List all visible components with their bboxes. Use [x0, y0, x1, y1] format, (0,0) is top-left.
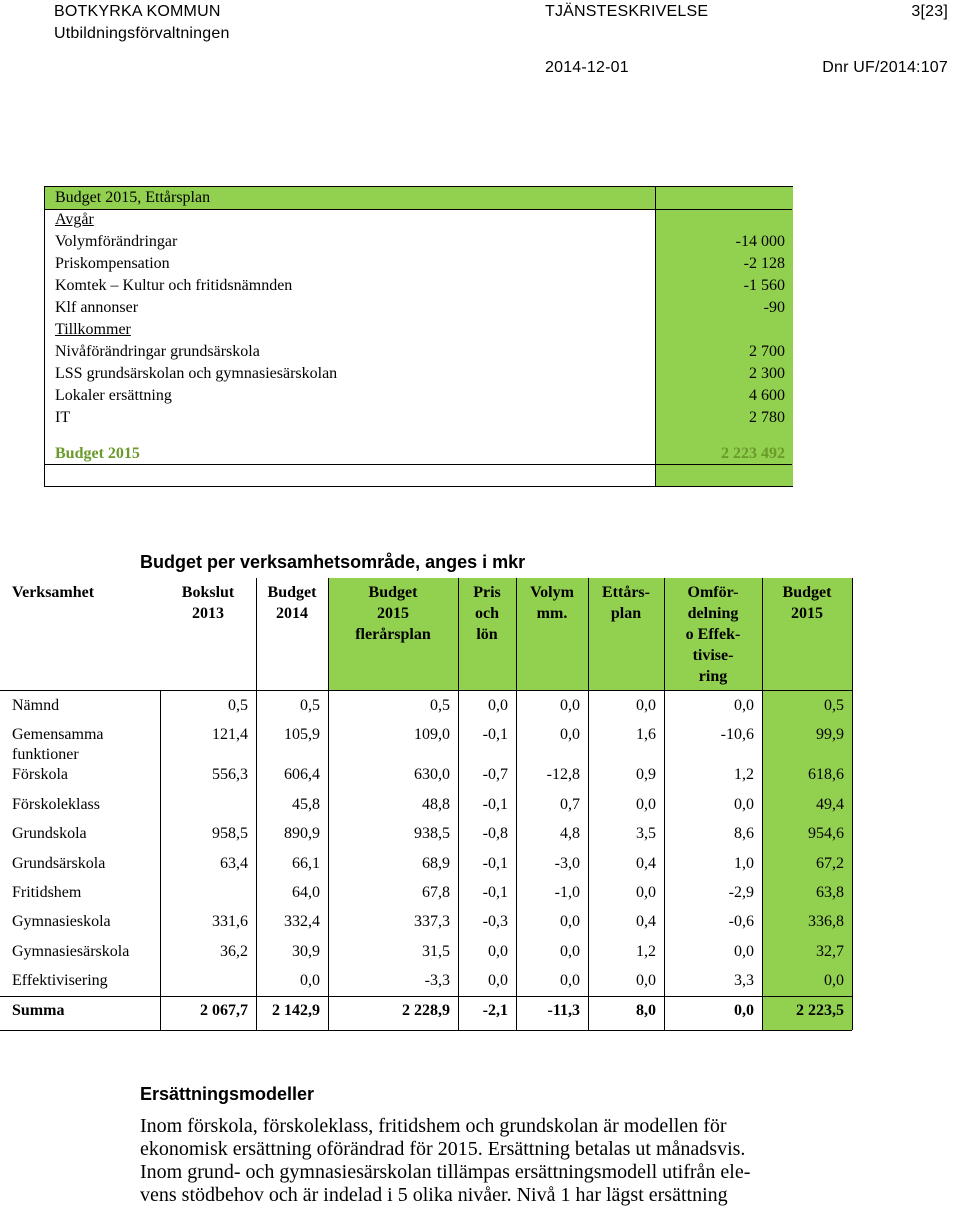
table-cell: 890,9 — [284, 825, 320, 843]
dnr: Dnr UF/2014:107 — [822, 59, 948, 76]
column-header-line: Budget — [782, 584, 832, 601]
table-cell: 1,6 — [636, 726, 656, 744]
row-name — [12, 795, 100, 815]
table-cell: 105,9 — [284, 726, 320, 744]
table-cell: -0,1 — [482, 795, 508, 813]
area-budget-table — [0, 578, 960, 1030]
budget-box-label: Budget 2015 — [55, 445, 140, 462]
table-cell: 618,6 — [808, 766, 844, 784]
table-cell: 4,8 — [560, 825, 580, 843]
budget-box-row — [55, 187, 785, 209]
budget-box-value: -14 000 — [735, 233, 785, 250]
row-name-line: Summa — [12, 1001, 65, 1019]
column-header-line: Budget — [267, 584, 317, 601]
budget-box-label: LSS grundsärskolan och gymnasiesärskolan — [55, 365, 338, 382]
row-name-line: Förskola — [12, 766, 68, 784]
budget-box-label: Nivåförändringar grundsärskola — [55, 343, 260, 360]
table-cell: 0,0 — [488, 972, 508, 990]
row-name-line: Gymnasiesärskola — [12, 942, 130, 960]
table-cell: -10,6 — [720, 726, 754, 744]
budget-box-row — [55, 407, 785, 429]
column-header — [762, 582, 852, 624]
table-cell: 336,8 — [808, 913, 844, 931]
table-cell: 63,4 — [220, 854, 248, 872]
column-header-line: delning — [687, 605, 739, 622]
table-cell: 121,4 — [212, 726, 248, 744]
table-cell: 64,0 — [292, 884, 320, 901]
row-name-line: Gymnasieskola — [12, 913, 111, 931]
budget-box-value: 2 223 492 — [721, 445, 785, 462]
table-cell: 30,9 — [292, 942, 320, 960]
table-cell: 0,0 — [488, 697, 508, 714]
table-cell: 0,5 — [228, 697, 248, 714]
column-header-line: Bokslut — [181, 584, 235, 601]
table-cell: 0,0 — [300, 972, 320, 990]
table-cell: -3,3 — [424, 972, 450, 990]
grid-hline — [0, 1030, 852, 1031]
table-cell: 67,2 — [816, 854, 844, 872]
column-header-line: Budget — [368, 584, 418, 601]
budget-box-label: Volymförändringar — [55, 233, 178, 250]
table-cell: 68,9 — [422, 854, 450, 872]
body-line: Inom förskola, förskoleklass, fritidshem och grundskolan är modellen för — [140, 1115, 727, 1137]
table-cell: 958,5 — [212, 825, 248, 843]
budget-box-label: Avgår — [55, 211, 94, 228]
table-cell: 0,4 — [636, 913, 656, 931]
table-cell: 99,9 — [816, 726, 844, 744]
column-header-line: o Effek- — [685, 626, 741, 643]
row-name — [12, 971, 108, 991]
table-cell: 1,0 — [734, 854, 754, 872]
column-header-line: ring — [698, 668, 728, 685]
section-title: Ersättningsmodeller — [140, 1084, 315, 1104]
row-name — [12, 912, 111, 932]
table-cell: 2 228,9 — [402, 1001, 450, 1019]
budget-box-value: 4 600 — [749, 387, 785, 404]
table-cell: 0,0 — [636, 795, 656, 813]
table-cell: 0,5 — [824, 697, 844, 714]
table-cell: 8,6 — [734, 825, 754, 843]
table-cell: 109,0 — [414, 726, 450, 744]
row-name — [12, 765, 68, 785]
table-cell: 0,5 — [300, 697, 320, 714]
column-header-line: 2015 — [791, 605, 823, 622]
column-header — [588, 582, 664, 624]
budget-box-value: 2 780 — [749, 409, 785, 426]
column-header — [516, 582, 588, 624]
budget-box-value: 2 300 — [749, 365, 785, 382]
column-header-line: 2013 — [192, 605, 224, 622]
column-header-line: Pris — [473, 584, 501, 601]
column-header — [664, 582, 762, 687]
table-cell: -0,6 — [728, 913, 754, 931]
column-header-line: lön — [476, 626, 498, 643]
table-cell: 331,6 — [212, 913, 248, 931]
table-cell: 45,8 — [292, 795, 320, 813]
table-cell: 0,0 — [560, 972, 580, 990]
table-cell: 606,4 — [284, 766, 320, 784]
column-header-line: tivise- — [692, 647, 734, 664]
row-name-line: Grundskola — [12, 825, 87, 843]
table-cell: 0,0 — [734, 795, 754, 813]
row-name-line: Fritidshem — [12, 884, 82, 901]
column-header-line: 2014 — [276, 605, 308, 622]
column-header — [328, 582, 458, 645]
table-cell: 32,7 — [816, 942, 844, 960]
column-header-line: flerårsplan — [355, 626, 431, 643]
table-cell: 2 223,5 — [796, 1001, 844, 1019]
grid-hline — [0, 996, 852, 997]
budget-box-value: 2 700 — [749, 343, 785, 360]
row-name-line: funktioner — [12, 746, 79, 764]
table-cell: 938,5 — [414, 825, 450, 843]
row-name — [12, 942, 129, 962]
budget-box-row — [55, 275, 785, 297]
table-cell: 8,0 — [636, 1001, 656, 1019]
table-cell: 0,0 — [734, 1001, 754, 1019]
row-name-line: Nämnd — [12, 697, 60, 714]
budget-summary-box — [44, 186, 793, 487]
table-cell: 0,0 — [560, 913, 580, 931]
budget-box-label: Priskompensation — [55, 255, 170, 272]
row-name — [12, 824, 87, 844]
column-header — [160, 582, 256, 624]
table-cell: 630,0 — [414, 766, 450, 784]
table-cell: 48,8 — [422, 795, 450, 813]
table-cell: -12,8 — [546, 766, 580, 784]
table-cell: 0,0 — [560, 942, 580, 960]
budget-box-row — [55, 253, 785, 275]
table-cell: 0,0 — [636, 884, 656, 901]
row-name-line: Effektivisering — [12, 972, 108, 990]
column-header — [12, 582, 172, 603]
table-cell: -0,7 — [482, 766, 508, 784]
budget-box-value: -1 560 — [743, 277, 785, 294]
table-cell: -3,0 — [554, 854, 580, 872]
table-cell: 0,0 — [488, 942, 508, 960]
budget-box-row — [55, 231, 785, 253]
row-name — [12, 883, 81, 903]
budget-box-label: Komtek – Kultur och fritidsnämnden — [55, 277, 293, 294]
budget-box-row — [55, 319, 785, 341]
table-cell: 2 067,7 — [200, 1001, 248, 1019]
budget-box-label: Lokaler ersättning — [55, 387, 172, 404]
row-name — [12, 1001, 64, 1021]
table-cell: 36,2 — [220, 942, 248, 960]
column-header-line: Omför- — [687, 584, 739, 601]
table-cell: 67,8 — [422, 884, 450, 901]
grid-hline — [0, 690, 852, 691]
doc-type: TJÄNSTESKRIVELSE — [545, 3, 709, 20]
page-number: 3[23] — [911, 3, 948, 20]
table-cell: -2,9 — [728, 884, 754, 901]
table-cell: 1,2 — [734, 766, 754, 784]
table-cell: -2,1 — [482, 1001, 508, 1019]
table-cell: 0,0 — [734, 942, 754, 960]
column-header — [458, 582, 516, 645]
table-cell: 0,0 — [734, 697, 754, 714]
table-cell: 3,5 — [636, 825, 656, 843]
table-cell: 1,2 — [636, 942, 656, 960]
table-cell: 3,3 — [734, 972, 754, 990]
grid-vline — [852, 578, 853, 1030]
table-cell: 49,4 — [816, 795, 844, 813]
body-line: ekonomisk ersättning oförändrad för 2015. Ersättning betalas ut månadsvis. — [140, 1138, 746, 1160]
table-cell: 66,1 — [292, 854, 320, 872]
table-cell: 332,4 — [284, 913, 320, 931]
budget-box-row — [55, 363, 785, 385]
table-cell: 31,5 — [422, 942, 450, 960]
body-line: vens stödbehov och är indelad i 5 olika nivåer. Nivå 1 har lägst ersättning — [140, 1184, 728, 1206]
table-cell: 0,0 — [636, 697, 656, 714]
table-cell: 0,0 — [824, 972, 844, 990]
row-name — [12, 696, 59, 716]
column-header-line: Volym — [530, 584, 574, 601]
table-cell: 0,7 — [560, 795, 580, 813]
section-body — [140, 1115, 860, 1207]
budget-box-value: -2 128 — [743, 255, 785, 272]
column-header-line: mm. — [536, 605, 568, 622]
table-cell: -0,1 — [482, 854, 508, 872]
table-cell: 0,0 — [636, 972, 656, 990]
table-cell: 2 142,9 — [272, 1001, 320, 1019]
column-header — [256, 582, 328, 624]
table-cell: -1,0 — [554, 884, 580, 901]
table-cell: 337,3 — [414, 913, 450, 931]
table-cell: 556,3 — [212, 766, 248, 784]
budget-box-row — [55, 209, 785, 231]
budget-box-label: IT — [55, 409, 71, 426]
budget-box-row — [55, 443, 785, 465]
budget-box-row — [55, 385, 785, 407]
row-name — [12, 725, 104, 765]
budget-box-row — [55, 341, 785, 363]
org-name: BOTKYRKA KOMMUN — [54, 3, 221, 20]
budget-box-label: Budget 2015, Ettårsplan — [55, 189, 211, 206]
column-header-line: Ettårs- — [602, 584, 650, 601]
table-cell: 0,0 — [560, 726, 580, 744]
row-name-line: Gemensamma — [12, 726, 104, 744]
column-header-line: Verksamhet — [12, 584, 95, 601]
table-cell: -0,1 — [482, 726, 508, 744]
column-header-line: och — [475, 605, 499, 622]
table-cell: 63,8 — [816, 884, 844, 901]
table-cell: 0,0 — [560, 697, 580, 714]
row-name-line: Förskoleklass — [12, 795, 100, 813]
row-name — [12, 854, 105, 874]
department: Utbildningsförvaltningen — [54, 25, 230, 42]
table-cell: 0,9 — [636, 766, 656, 784]
column-header-line: 2015 — [377, 605, 409, 622]
table-cell: 0,4 — [636, 854, 656, 872]
budget-box-label: Klf annonser — [55, 299, 139, 316]
budget-box-row — [55, 297, 785, 319]
budget-box-label: Tillkommer — [55, 321, 131, 338]
area-table-title: Budget per verksamhetsområde, anges i mkr — [140, 552, 526, 572]
body-line: Inom grund- och gymnasiesärskolan tillämpas ersättningsmodell utifrån ele- — [140, 1161, 751, 1183]
row-name-line: Grundsärskola — [12, 854, 106, 872]
column-header-line: plan — [610, 605, 642, 622]
table-cell: -0,8 — [482, 825, 508, 843]
table-cell: 0,5 — [430, 697, 450, 714]
table-cell: -0,3 — [482, 913, 508, 931]
table-cell: -0,1 — [482, 884, 508, 901]
budget-box-value: -90 — [763, 299, 785, 316]
table-cell: -11,3 — [547, 1001, 580, 1019]
doc-date: 2014-12-01 — [545, 59, 629, 76]
table-cell: 954,6 — [808, 825, 844, 843]
